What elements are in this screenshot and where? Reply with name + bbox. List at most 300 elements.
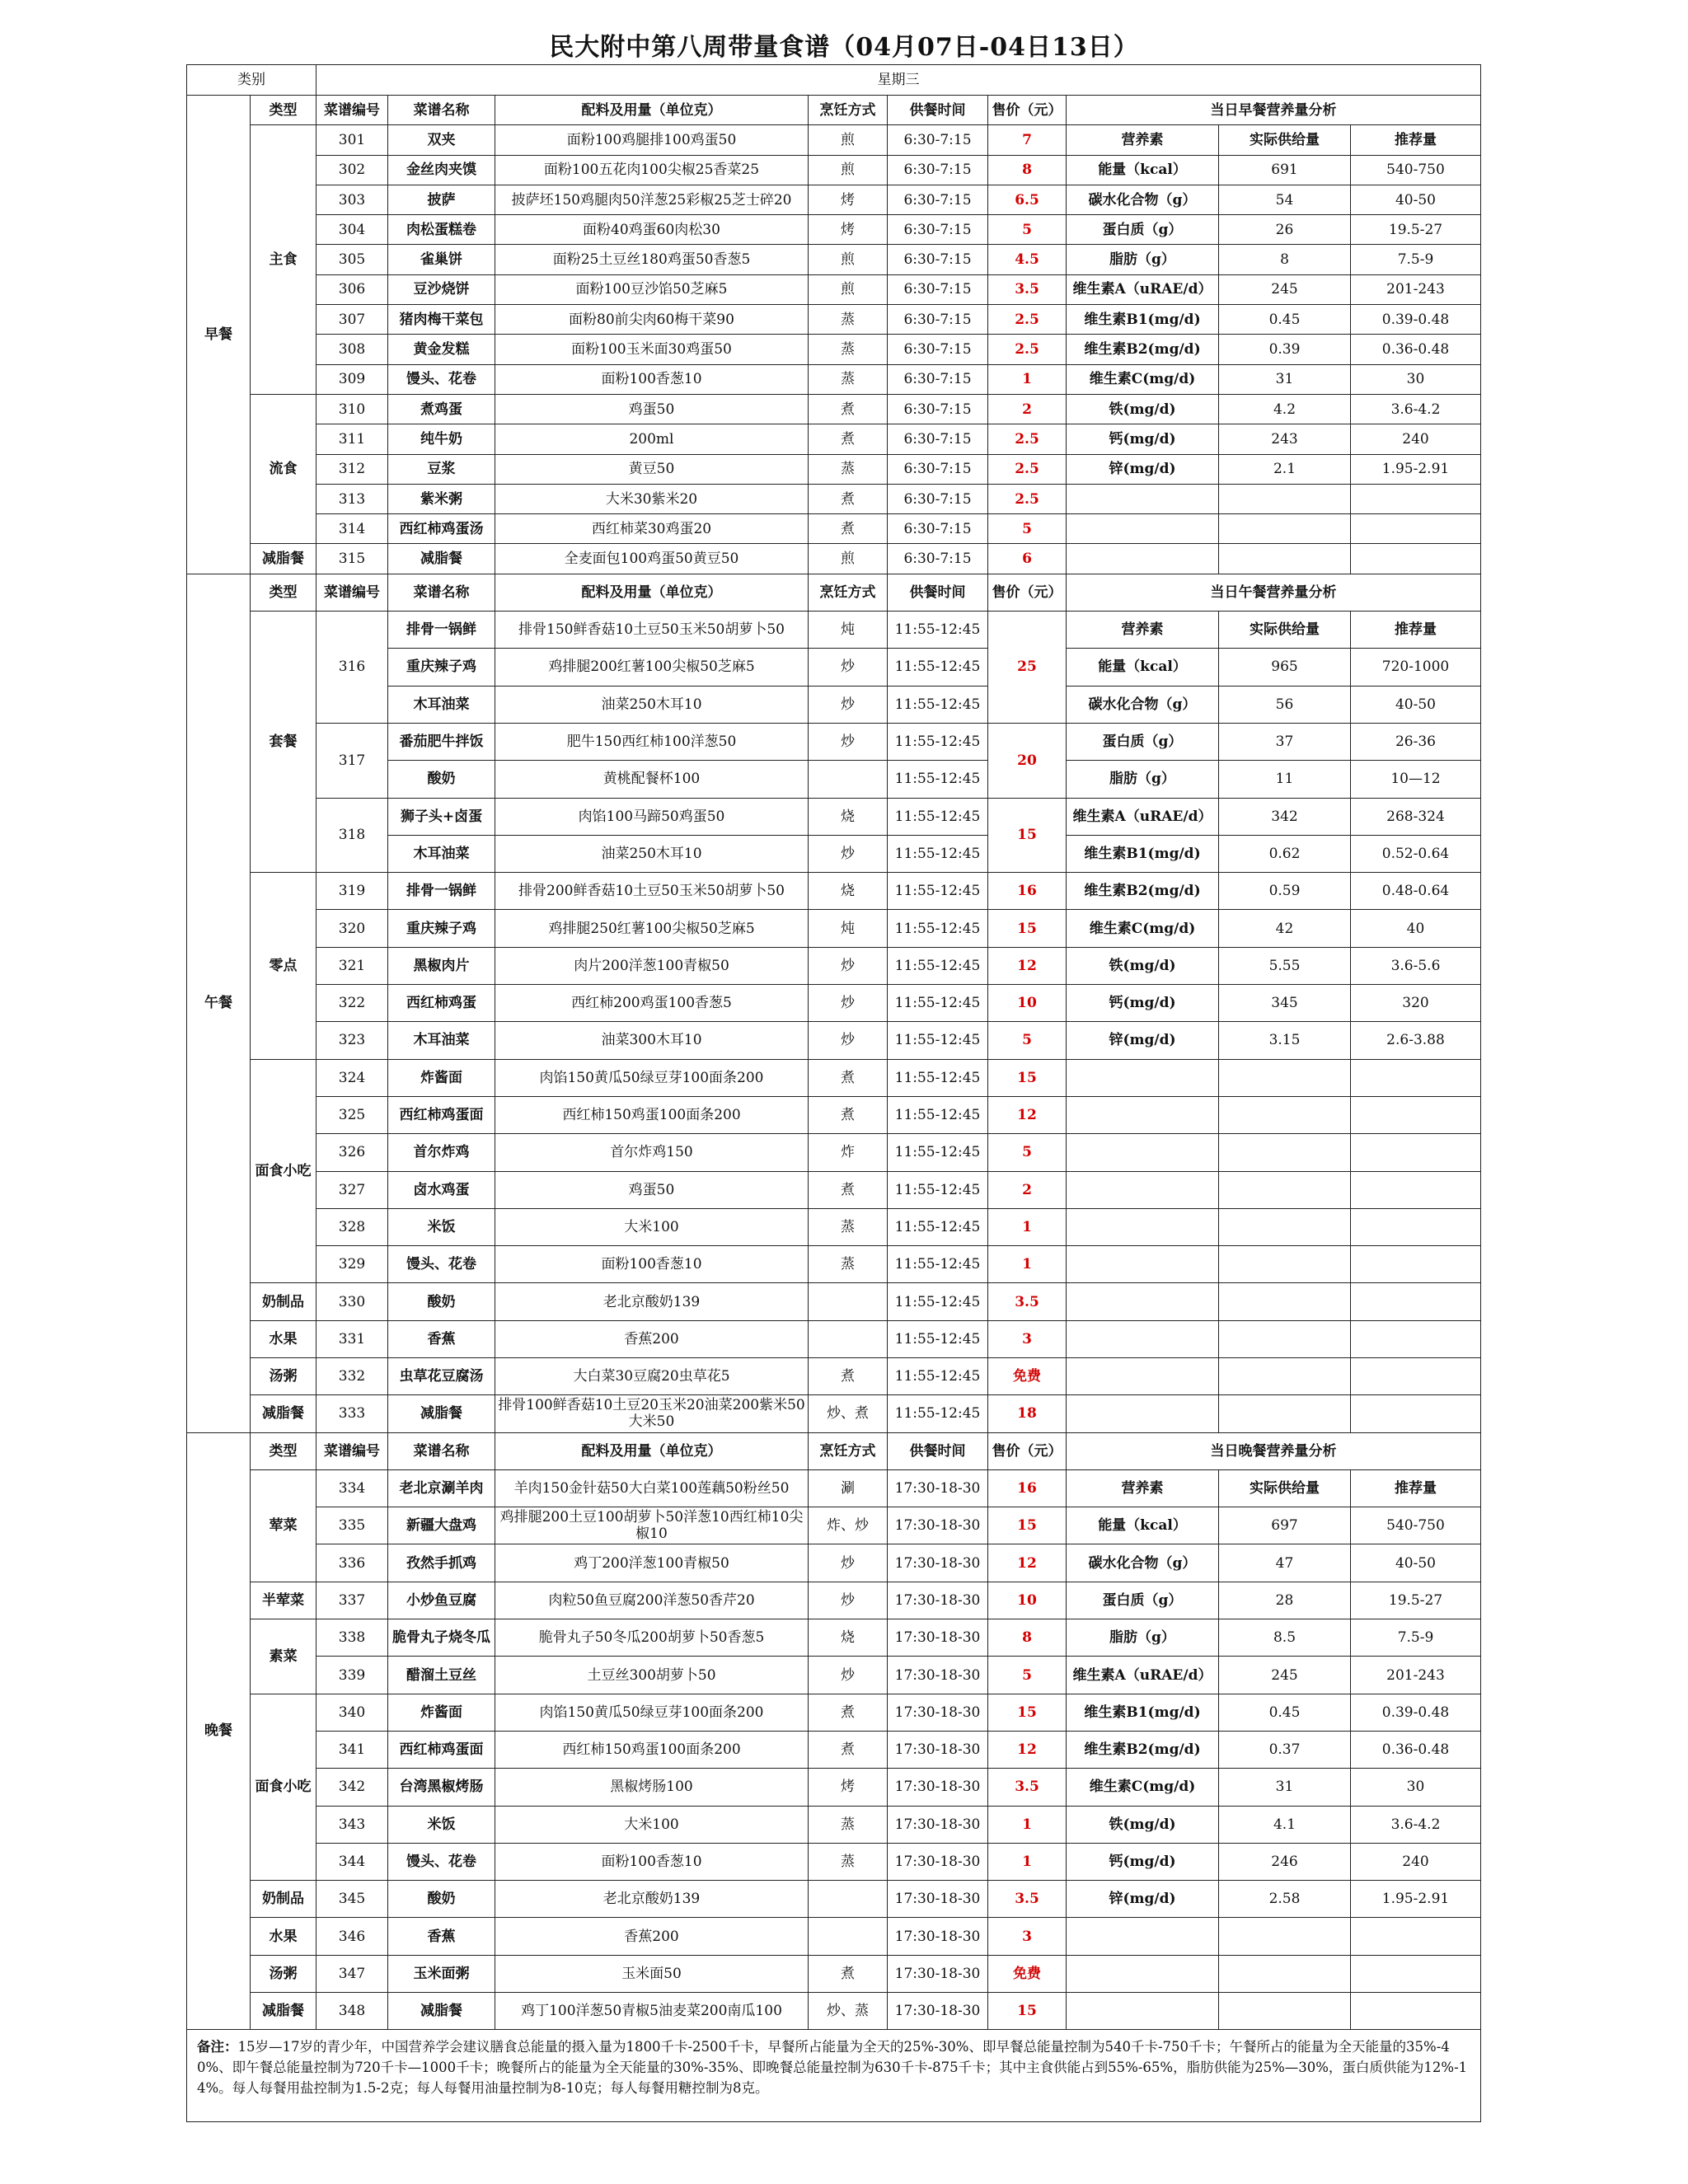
nutrient-recommended: 0.39-0.48 — [1351, 305, 1481, 335]
dish-price: 12 — [988, 1096, 1067, 1133]
serving-time: 11:55-12:45 — [888, 1357, 988, 1394]
serving-time: 11:55-12:45 — [888, 1171, 988, 1208]
group-type-label: 面食小吃 — [251, 1694, 316, 1880]
dish-code: 320 — [316, 910, 388, 947]
dish-name: 新疆大盘鸡 — [388, 1507, 495, 1544]
nutrient-actual: 8 — [1219, 245, 1351, 274]
nutrient-recommended: 19.5-27 — [1351, 215, 1481, 245]
dish-code: 311 — [316, 424, 388, 454]
nutrient-actual: 697 — [1219, 1507, 1351, 1544]
dish-price: 12 — [988, 1544, 1067, 1582]
table-row — [187, 155, 1481, 185]
cooking-method: 煮 — [809, 394, 888, 424]
dish-ingredients: 面粉100玉米面30鸡蛋50 — [495, 335, 809, 364]
empty-cell — [1219, 1955, 1351, 1992]
nutrient-name: 铁(mg/d) — [1067, 394, 1219, 424]
col-header-code: 菜谱编号 — [316, 96, 388, 125]
category-header: 类别 — [187, 65, 316, 96]
dish-name: 孜然手抓鸡 — [388, 1544, 495, 1582]
nutrient-recommended: 40-50 — [1351, 1544, 1481, 1582]
empty-cell — [1067, 1283, 1219, 1320]
table-row — [187, 1208, 1481, 1245]
serving-time: 11:55-12:45 — [888, 1320, 988, 1357]
table-row — [187, 1731, 1481, 1768]
serving-time: 11:55-12:45 — [888, 873, 988, 910]
dish-ingredients: 首尔炸鸡150 — [495, 1134, 809, 1171]
serving-time: 17:30-18-30 — [888, 1806, 988, 1843]
cooking-method: 烧 — [809, 798, 888, 835]
nutrient-header: 营养素 — [1067, 125, 1219, 155]
nutrient-name: 锌(mg/d) — [1067, 454, 1219, 484]
serving-time: 11:55-12:45 — [888, 835, 988, 872]
empty-cell — [1219, 1246, 1351, 1283]
empty-cell — [1219, 544, 1351, 574]
nutrient-name: 铁(mg/d) — [1067, 947, 1219, 984]
dish-price: 10 — [988, 985, 1067, 1022]
table-row — [187, 1507, 1481, 1544]
nutrient-name: 钙(mg/d) — [1067, 985, 1219, 1022]
dish-ingredients: 黄桃配餐杯100 — [495, 761, 809, 798]
nutrient-name: 维生素B1(mg/d) — [1067, 835, 1219, 872]
nutrient-name: 脂肪（g） — [1067, 245, 1219, 274]
dish-name: 重庆辣子鸡 — [388, 649, 495, 686]
dish-ingredients: 老北京酸奶139 — [495, 1881, 809, 1918]
group-type-label: 减脂餐 — [251, 1993, 316, 2030]
serving-time: 11:55-12:45 — [888, 1283, 988, 1320]
cooking-method: 炒 — [809, 1657, 888, 1694]
serving-time: 17:30-18-30 — [888, 1769, 988, 1806]
dish-ingredients: 老北京酸奶139 — [495, 1283, 809, 1320]
table-row — [187, 1096, 1481, 1133]
dish-name: 酸奶 — [388, 1283, 495, 1320]
table-row — [187, 1619, 1481, 1657]
nutrient-name: 锌(mg/d) — [1067, 1022, 1219, 1059]
nutrient-header: 营养素 — [1067, 612, 1219, 649]
dish-name: 脆骨丸子烧冬瓜 — [388, 1619, 495, 1657]
dish-name: 玉米面粥 — [388, 1955, 495, 1992]
dish-ingredients: 大米100 — [495, 1806, 809, 1843]
dish-name: 紫米粥 — [388, 484, 495, 513]
table-row — [187, 612, 1481, 649]
table-row — [187, 798, 1481, 835]
dish-code: 346 — [316, 1918, 388, 1955]
dish-price: 18 — [988, 1395, 1067, 1432]
nutrient-recommended: 30 — [1351, 364, 1481, 394]
dish-code: 328 — [316, 1208, 388, 1245]
cooking-method: 炖 — [809, 612, 888, 649]
dish-ingredients: 油菜250木耳10 — [495, 686, 809, 723]
dish-price: 2.5 — [988, 454, 1067, 484]
dish-ingredients: 鸡蛋50 — [495, 1171, 809, 1208]
nutrient-actual: 0.45 — [1219, 1694, 1351, 1731]
dish-ingredients: 黑椒烤肠100 — [495, 1769, 809, 1806]
empty-cell — [1219, 1320, 1351, 1357]
cooking-method — [809, 761, 888, 798]
serving-time: 11:55-12:45 — [888, 985, 988, 1022]
nutrient-actual: 4.2 — [1219, 394, 1351, 424]
actual-header: 实际供给量 — [1219, 612, 1351, 649]
dish-price: 16 — [988, 873, 1067, 910]
empty-cell — [1219, 1059, 1351, 1096]
nutrient-recommended: 0.36-0.48 — [1351, 1731, 1481, 1768]
serving-time: 17:30-18-30 — [888, 1657, 988, 1694]
serving-time: 6:30-7:15 — [888, 514, 988, 544]
nutrient-recommended: 40-50 — [1351, 185, 1481, 214]
dish-code: 308 — [316, 335, 388, 364]
col-header-code: 菜谱编号 — [316, 574, 388, 611]
dish-name: 豆沙烧饼 — [388, 274, 495, 304]
nutrient-name: 能量（kcal） — [1067, 155, 1219, 185]
nutrient-actual: 26 — [1219, 215, 1351, 245]
nutrient-actual: 37 — [1219, 723, 1351, 760]
dish-name: 首尔炸鸡 — [388, 1134, 495, 1171]
serving-time: 17:30-18-30 — [888, 1694, 988, 1731]
cooking-method: 炒 — [809, 1582, 888, 1619]
dish-price: 2 — [988, 394, 1067, 424]
nutrient-recommended: 201-243 — [1351, 274, 1481, 304]
cooking-method: 炖 — [809, 910, 888, 947]
empty-cell — [1067, 1171, 1219, 1208]
dish-code: 301 — [316, 125, 388, 155]
nutrient-actual: 0.59 — [1219, 873, 1351, 910]
dish-code: 314 — [316, 514, 388, 544]
dish-code: 318 — [316, 798, 388, 873]
dish-code: 307 — [316, 305, 388, 335]
col-header-method: 烹饪方式 — [809, 1432, 888, 1469]
serving-time: 6:30-7:15 — [888, 305, 988, 335]
empty-cell — [1067, 544, 1219, 574]
group-type-label: 半荤菜 — [251, 1582, 316, 1619]
serving-time: 6:30-7:15 — [888, 185, 988, 214]
nutrient-recommended: 720-1000 — [1351, 649, 1481, 686]
table-row — [187, 1993, 1481, 2030]
empty-cell — [1219, 1395, 1351, 1432]
dish-code: 313 — [316, 484, 388, 513]
dish-ingredients: 面粉25土豆丝180鸡蛋50香葱5 — [495, 245, 809, 274]
dish-code: 317 — [316, 723, 388, 798]
dish-name: 醋溜土豆丝 — [388, 1657, 495, 1694]
dish-code: 302 — [316, 155, 388, 185]
col-header-code: 菜谱编号 — [316, 1432, 388, 1469]
serving-time: 11:55-12:45 — [888, 910, 988, 947]
cooking-method: 煮 — [809, 1955, 888, 1992]
serving-time: 17:30-18-30 — [888, 1955, 988, 1992]
recommended-header: 推荐量 — [1351, 612, 1481, 649]
empty-cell — [1067, 1357, 1219, 1394]
dish-name: 纯牛奶 — [388, 424, 495, 454]
dish-price: 3.5 — [988, 1769, 1067, 1806]
dish-price: 10 — [988, 1582, 1067, 1619]
table-row — [187, 544, 1481, 574]
dish-name: 香蕉 — [388, 1320, 495, 1357]
cooking-method: 炒、蒸 — [809, 1993, 888, 2030]
table-row — [187, 985, 1481, 1022]
dish-code: 305 — [316, 245, 388, 274]
dish-price: 5 — [988, 1657, 1067, 1694]
nutrient-recommended: 0.39-0.48 — [1351, 1694, 1481, 1731]
cooking-method: 煎 — [809, 245, 888, 274]
dish-name: 炸酱面 — [388, 1694, 495, 1731]
empty-cell — [1067, 1134, 1219, 1171]
group-type-label: 荤菜 — [251, 1469, 316, 1582]
empty-cell — [1067, 1096, 1219, 1133]
dish-code: 329 — [316, 1246, 388, 1283]
col-header-ingredients: 配料及用量（单位克） — [495, 96, 809, 125]
nutrient-recommended: 10—12 — [1351, 761, 1481, 798]
col-header-ingredients: 配料及用量（单位克） — [495, 574, 809, 611]
empty-cell — [1067, 1208, 1219, 1245]
nutrient-recommended: 540-750 — [1351, 155, 1481, 185]
table-row — [187, 1469, 1481, 1507]
dish-code: 343 — [316, 1806, 388, 1843]
dish-code: 340 — [316, 1694, 388, 1731]
table-row — [187, 514, 1481, 544]
nutrient-recommended: 19.5-27 — [1351, 1582, 1481, 1619]
nutrient-actual: 42 — [1219, 910, 1351, 947]
dish-name: 米饭 — [388, 1806, 495, 1843]
dish-ingredients: 羊肉150金针菇50大白菜100莲藕50粉丝50 — [495, 1469, 809, 1507]
nutrient-name: 蛋白质（g） — [1067, 1582, 1219, 1619]
empty-cell — [1067, 1918, 1219, 1955]
dish-code: 334 — [316, 1469, 388, 1507]
dish-code: 324 — [316, 1059, 388, 1096]
nutrient-actual: 345 — [1219, 985, 1351, 1022]
cooking-method: 炒 — [809, 723, 888, 760]
cooking-method: 炒 — [809, 686, 888, 723]
empty-cell — [1351, 1096, 1481, 1133]
nutrient-recommended: 40-50 — [1351, 686, 1481, 723]
cooking-method: 煮 — [809, 1059, 888, 1096]
cooking-method: 烧 — [809, 873, 888, 910]
empty-cell — [1351, 1993, 1481, 2030]
nutrient-name: 碳水化合物（g） — [1067, 686, 1219, 723]
nutrient-actual: 8.5 — [1219, 1619, 1351, 1657]
recommended-header: 推荐量 — [1351, 1469, 1481, 1507]
cooking-method: 炒 — [809, 835, 888, 872]
nutrient-actual: 0.37 — [1219, 1731, 1351, 1768]
nutrient-actual: 28 — [1219, 1582, 1351, 1619]
table-row — [187, 1320, 1481, 1357]
dish-ingredients: 油菜300木耳10 — [495, 1022, 809, 1059]
serving-time: 17:30-18-30 — [888, 1469, 988, 1507]
empty-cell — [1351, 1395, 1481, 1432]
table-row — [187, 1022, 1481, 1059]
serving-time: 6:30-7:15 — [888, 335, 988, 364]
empty-cell — [1351, 1918, 1481, 1955]
empty-cell — [1067, 484, 1219, 513]
serving-time: 11:55-12:45 — [888, 761, 988, 798]
nutrient-recommended: 0.36-0.48 — [1351, 335, 1481, 364]
nutrient-actual: 0.39 — [1219, 335, 1351, 364]
col-header-price: 售价（元） — [988, 1432, 1067, 1469]
nutrient-recommended: 1.95-2.91 — [1351, 454, 1481, 484]
nutrient-name: 维生素C(mg/d) — [1067, 910, 1219, 947]
dish-name: 黄金发糕 — [388, 335, 495, 364]
dish-name: 排骨一锅鲜 — [388, 612, 495, 649]
dish-name: 狮子头+卤蛋 — [388, 798, 495, 835]
cooking-method: 煎 — [809, 274, 888, 304]
dish-ingredients: 面粉100香葱10 — [495, 1843, 809, 1880]
empty-cell — [1351, 1357, 1481, 1394]
nutrient-name: 能量（kcal） — [1067, 1507, 1219, 1544]
nutrient-recommended: 320 — [1351, 985, 1481, 1022]
col-header-type: 类型 — [251, 1432, 316, 1469]
dish-price: 1 — [988, 1806, 1067, 1843]
dish-ingredients: 肉片200洋葱100青椒50 — [495, 947, 809, 984]
dish-name: 虫草花豆腐汤 — [388, 1357, 495, 1394]
group-type-label: 汤粥 — [251, 1357, 316, 1394]
cooking-method: 蒸 — [809, 1246, 888, 1283]
dish-ingredients: 西红柿菜30鸡蛋20 — [495, 514, 809, 544]
serving-time: 17:30-18-30 — [888, 1619, 988, 1657]
group-type-label: 水果 — [251, 1918, 316, 1955]
dish-ingredients: 肉馅150黄瓜50绿豆芽100面条200 — [495, 1694, 809, 1731]
cooking-method: 煮 — [809, 1171, 888, 1208]
cooking-method: 蒸 — [809, 305, 888, 335]
serving-time: 6:30-7:15 — [888, 155, 988, 185]
nutrient-actual: 2.1 — [1219, 454, 1351, 484]
serving-time: 11:55-12:45 — [888, 1134, 988, 1171]
serving-time: 11:55-12:45 — [888, 612, 988, 649]
dish-ingredients: 肉馅150黄瓜50绿豆芽100面条200 — [495, 1059, 809, 1096]
empty-cell — [1351, 1283, 1481, 1320]
dish-name: 减脂餐 — [388, 544, 495, 574]
col-header-name: 菜谱名称 — [388, 574, 495, 611]
dish-price: 6 — [988, 544, 1067, 574]
menu-table — [186, 64, 1481, 2122]
nutrient-actual: 245 — [1219, 274, 1351, 304]
dish-price: 12 — [988, 947, 1067, 984]
cooking-method: 涮 — [809, 1469, 888, 1507]
dish-ingredients: 黄豆50 — [495, 454, 809, 484]
table-row — [187, 1395, 1481, 1432]
page-title: 民大附中第八周带量食谱（04月07日-04日13日） — [549, 33, 1139, 62]
dish-ingredients: 肉粒50鱼豆腐200洋葱50香芹20 — [495, 1582, 809, 1619]
col-header-method: 烹饪方式 — [809, 574, 888, 611]
nutrient-name: 维生素C(mg/d) — [1067, 364, 1219, 394]
dish-code: 319 — [316, 873, 388, 910]
dish-name: 老北京涮羊肉 — [388, 1469, 495, 1507]
group-type-label: 减脂餐 — [251, 1395, 316, 1432]
dish-ingredients: 披萨坯150鸡腿肉50洋葱25彩椒25芝士碎20 — [495, 185, 809, 214]
cooking-method — [809, 1881, 888, 1918]
dish-price: 2 — [988, 1171, 1067, 1208]
cooking-method: 煮 — [809, 1357, 888, 1394]
cooking-method: 蒸 — [809, 1806, 888, 1843]
dish-price: 8 — [988, 1619, 1067, 1657]
nutrition-analysis-title: 当日早餐营养量分析 — [1067, 96, 1481, 125]
cooking-method: 煎 — [809, 544, 888, 574]
dish-price: 16 — [988, 1469, 1067, 1507]
nutrient-name: 碳水化合物（g） — [1067, 1544, 1219, 1582]
actual-header: 实际供给量 — [1219, 125, 1351, 155]
col-header-method: 烹饪方式 — [809, 96, 888, 125]
table-row — [187, 215, 1481, 245]
dish-price: 3 — [988, 1320, 1067, 1357]
serving-time: 11:55-12:45 — [888, 1059, 988, 1096]
dish-ingredients: 面粉100五花肉100尖椒25香菜25 — [495, 155, 809, 185]
table-row — [187, 364, 1481, 394]
col-header-ingredients: 配料及用量（单位克） — [495, 1432, 809, 1469]
empty-cell — [1067, 514, 1219, 544]
table-row — [187, 185, 1481, 214]
group-type-label: 套餐 — [251, 612, 316, 873]
meal-label: 晚餐 — [187, 1432, 251, 2030]
empty-cell — [1067, 1059, 1219, 1096]
nutrient-name: 维生素A（uRAE/d） — [1067, 274, 1219, 304]
empty-cell — [1351, 484, 1481, 513]
nutrient-actual: 4.1 — [1219, 1806, 1351, 1843]
empty-cell — [1067, 1993, 1219, 2030]
empty-cell — [1219, 1096, 1351, 1133]
dish-code: 336 — [316, 1544, 388, 1582]
dish-ingredients: 大白菜30豆腐20虫草花5 — [495, 1357, 809, 1394]
group-type-label: 奶制品 — [251, 1283, 316, 1320]
group-type-label: 流食 — [251, 394, 316, 543]
dish-ingredients: 排骨100鲜香菇10土豆20玉米20油菜200紫米50大米50 — [495, 1395, 809, 1432]
dish-ingredients: 肉馅100马蹄50鸡蛋50 — [495, 798, 809, 835]
dish-code: 321 — [316, 947, 388, 984]
dish-code: 303 — [316, 185, 388, 214]
nutrient-actual: 11 — [1219, 761, 1351, 798]
serving-time: 11:55-12:45 — [888, 798, 988, 835]
dish-price: 6.5 — [988, 185, 1067, 214]
nutrient-recommended: 0.52-0.64 — [1351, 835, 1481, 872]
table-row — [187, 1171, 1481, 1208]
empty-cell — [1219, 1208, 1351, 1245]
nutrient-actual: 5.55 — [1219, 947, 1351, 984]
table-row — [187, 1806, 1481, 1843]
empty-cell — [1219, 484, 1351, 513]
dish-name: 番茄肥牛拌饭 — [388, 723, 495, 760]
empty-cell — [1351, 1955, 1481, 1992]
dish-price: 1 — [988, 364, 1067, 394]
dish-code: 315 — [316, 544, 388, 574]
cooking-method: 烧 — [809, 1619, 888, 1657]
group-type-label: 素菜 — [251, 1619, 316, 1694]
cooking-method: 蒸 — [809, 454, 888, 484]
empty-cell — [1219, 514, 1351, 544]
nutrient-name: 钙(mg/d) — [1067, 424, 1219, 454]
nutrient-actual: 691 — [1219, 155, 1351, 185]
dish-name: 西红柿鸡蛋汤 — [388, 514, 495, 544]
dish-code: 327 — [316, 1171, 388, 1208]
table-row — [187, 2030, 1481, 2122]
table-row — [187, 305, 1481, 335]
table-row — [187, 394, 1481, 424]
dish-name: 黑椒肉片 — [388, 947, 495, 984]
dish-code: 335 — [316, 1507, 388, 1544]
nutrient-recommended: 3.6-4.2 — [1351, 1806, 1481, 1843]
dish-name: 香蕉 — [388, 1918, 495, 1955]
dish-ingredients: 香蕉200 — [495, 1918, 809, 1955]
cooking-method: 煎 — [809, 155, 888, 185]
cooking-method: 煮 — [809, 1096, 888, 1133]
serving-time: 11:55-12:45 — [888, 947, 988, 984]
group-type-label: 减脂餐 — [251, 544, 316, 574]
dish-ingredients: 面粉100鸡腿排100鸡蛋50 — [495, 125, 809, 155]
dish-price: 5 — [988, 514, 1067, 544]
nutrient-actual: 245 — [1219, 1657, 1351, 1694]
nutrient-name: 锌(mg/d) — [1067, 1881, 1219, 1918]
dish-ingredients: 鸡排腿250红薯100尖椒50芝麻5 — [495, 910, 809, 947]
nutrient-name: 维生素B1(mg/d) — [1067, 305, 1219, 335]
serving-time: 17:30-18-30 — [888, 1731, 988, 1768]
dish-code: 341 — [316, 1731, 388, 1768]
nutrient-name: 能量（kcal） — [1067, 649, 1219, 686]
cooking-method: 煎 — [809, 125, 888, 155]
col-header-price: 售价（元） — [988, 574, 1067, 611]
